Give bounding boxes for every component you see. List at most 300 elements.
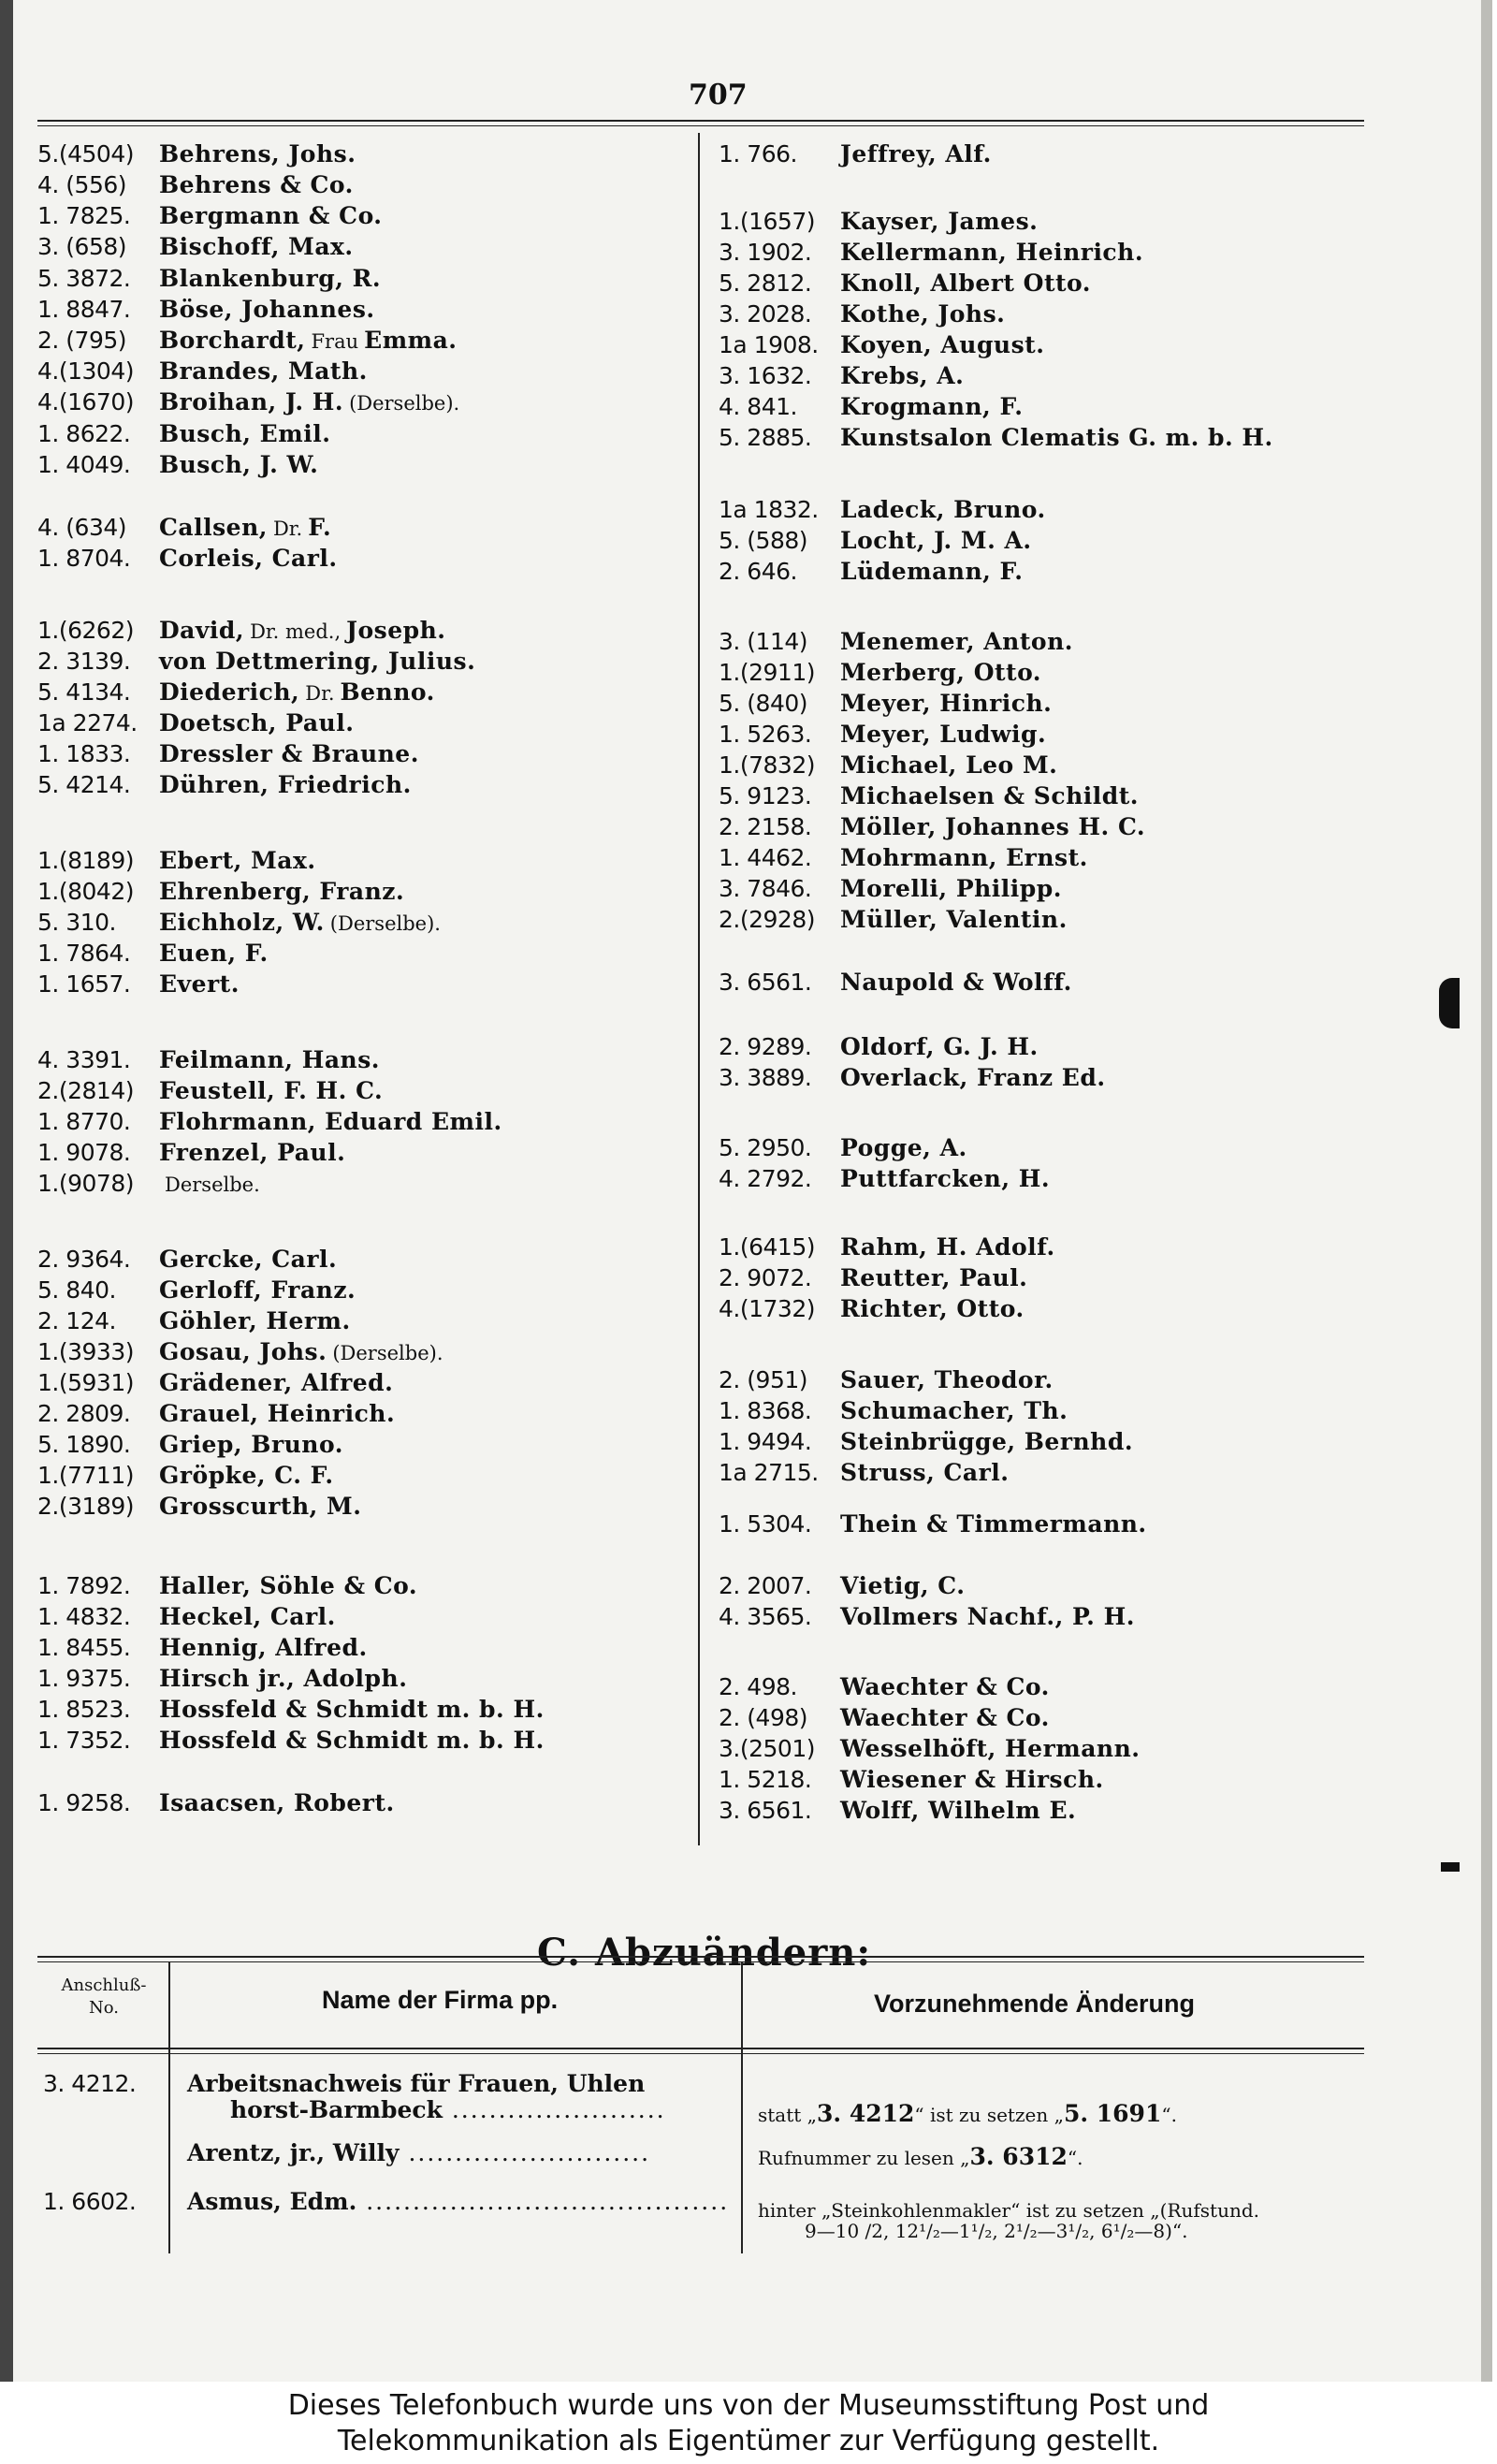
right-column-entry [719, 1165, 1050, 1195]
subscriber-name: Busch, Emil. [159, 420, 331, 447]
phone-number: 3. 3889. [719, 1064, 812, 1091]
phone-number: 1. 5218. [719, 1766, 812, 1793]
subscriber-name: Flohrmann, Eduard Emil. [159, 1108, 502, 1135]
subscriber-name: Bergmann & Co. [159, 202, 383, 229]
right-column-entry [719, 1603, 1135, 1633]
change-row-1-pre: statt „ [758, 2104, 818, 2126]
right-column-entry [719, 1572, 965, 1602]
change-row-1-name-line1: Arbeitsnachweis für Frauen, Uhlen [187, 2070, 646, 2097]
phone-number: 1a 2274. [37, 709, 138, 736]
right-column-entry [719, 969, 1072, 999]
left-column-entry [37, 451, 318, 481]
right-column-entry [719, 527, 1032, 557]
left-column-entry [37, 617, 446, 647]
subscriber-name: Overlack, Franz Ed. [840, 1064, 1106, 1091]
right-column-entry [719, 1033, 1039, 1063]
phone-number: 1.(8189) [37, 847, 134, 874]
phone-number: 2. 9364. [37, 1246, 131, 1273]
change-row-1-name-line2 [230, 2096, 666, 2123]
subscriber-name: Haller, Söhle & Co. [159, 1572, 418, 1599]
phone-number: 2. 9072. [719, 1264, 812, 1291]
page-number: 707 [689, 79, 748, 111]
subscriber-name: Borchardt, [159, 327, 306, 354]
phone-number: 2. 9289. [719, 1033, 812, 1060]
left-column-entry [37, 202, 383, 232]
leader-dots: .......................... [399, 2139, 651, 2166]
subscriber-name: Gröpke, C. F. [159, 1462, 334, 1489]
left-column-entry [37, 1462, 334, 1492]
phone-number: 3.(2501) [719, 1735, 815, 1762]
left-column-entry [37, 909, 441, 939]
phone-number: 3. 2028. [719, 300, 812, 328]
phone-number: 2.(3189) [37, 1493, 134, 1520]
subscriber-name: Gosau, Johs. [159, 1338, 327, 1365]
subscriber-name: Ladeck, Bruno. [840, 496, 1046, 523]
subscriber-name: Schumacher, Th. [840, 1397, 1068, 1424]
table-top-rule [37, 1956, 1364, 1958]
subscriber-name: Griep, Bruno. [159, 1431, 343, 1458]
change-row-3-name [187, 2188, 729, 2215]
subscriber-name: Hennig, Alfred. [159, 1634, 368, 1661]
left-column-entry [37, 1369, 393, 1399]
subscriber-name: Richter, Otto. [840, 1295, 1025, 1322]
right-column-entry [719, 239, 1143, 269]
header-anschluss-line2: No. [89, 1998, 119, 2018]
phone-number: 1. 7864. [37, 940, 131, 967]
phone-number: 1.(6415) [719, 1233, 815, 1261]
left-column-entry [37, 171, 354, 201]
subscriber-name: Heckel, Carl. [159, 1603, 336, 1630]
change-row-1-new: 5. 1691 [1063, 2100, 1162, 2127]
subscriber-name: von Dettmering, Julius. [159, 648, 476, 675]
right-column-entry [719, 751, 1057, 781]
left-column-entry [37, 1634, 368, 1664]
subscriber-name: Corleis, Carl. [159, 545, 338, 572]
phone-number: 5. (588) [719, 527, 808, 554]
phone-number: 2.(2928) [719, 906, 815, 933]
right-column-entry [719, 1510, 1147, 1540]
left-column-entry [37, 1046, 380, 1076]
header-firma: Name der Firma pp. [322, 1986, 559, 2014]
top-rule-thin [37, 125, 1364, 126]
phone-number: 4. (634) [37, 514, 127, 541]
subscriber-name: Waechter & Co. [840, 1704, 1050, 1731]
left-column-entry [37, 1338, 443, 1368]
phone-number: 1. 1657. [37, 970, 131, 998]
left-column-entry [37, 296, 375, 326]
subscriber-name: Grauel, Heinrich. [159, 1400, 396, 1427]
subscriber-name: Koyen, August. [840, 331, 1045, 358]
table-top-rule-thin [37, 1961, 1364, 1962]
left-column-entry [37, 1077, 383, 1107]
phone-number: 1a 2715. [719, 1459, 819, 1486]
subscriber-name: Struss, Carl. [840, 1459, 1010, 1486]
change-row-3-name-text: Asmus, Edm. [187, 2188, 357, 2215]
subscriber-name: Waechter & Co. [840, 1673, 1050, 1700]
right-column-entry [719, 270, 1091, 299]
table-header-rule-thin [37, 2053, 1364, 2054]
phone-number: 1.(8042) [37, 878, 134, 905]
right-column-entry [719, 1264, 1027, 1294]
change-row-2-name [187, 2139, 650, 2166]
right-column-entry [719, 424, 1273, 454]
subscriber-title: Dr. [272, 518, 303, 540]
phone-number: 1. 8770. [37, 1108, 131, 1135]
subscriber-name: Eichholz, W. [159, 909, 325, 936]
phone-number: 4. (556) [37, 171, 127, 198]
change-row-1-change [758, 2100, 1177, 2127]
phone-number: 3. 6561. [719, 969, 812, 996]
phone-number: 5. 2812. [719, 270, 812, 297]
right-column-entry [719, 813, 1145, 843]
phone-number: 5. 2950. [719, 1134, 812, 1161]
right-column-entry [719, 558, 1024, 588]
subscriber-name: Gerloff, Franz. [159, 1276, 356, 1304]
left-column-entry [37, 1665, 407, 1695]
phone-number: 2.(2814) [37, 1077, 134, 1104]
left-column-entry [37, 388, 459, 418]
subscriber-name: Morelli, Philipp. [840, 875, 1062, 902]
subscriber-name: Puttfarcken, H. [840, 1165, 1051, 1192]
change-row-1-mid: “ ist zu setzen „ [914, 2104, 1064, 2126]
phone-number: 1. 7352. [37, 1727, 131, 1754]
phone-number: 4. 841. [719, 393, 797, 420]
subscriber-name-cont: Joseph. [346, 617, 446, 644]
subscriber-name: Feilmann, Hans. [159, 1046, 380, 1073]
phone-number: 4. 2792. [719, 1165, 812, 1192]
right-column-entry [719, 1735, 1140, 1765]
change-row-3-num: 1. 6602. [43, 2188, 137, 2215]
subscriber-name: Naupold & Wolff. [840, 969, 1072, 996]
phone-number: 1. 9494. [719, 1428, 812, 1455]
subscriber-name: Rahm, H. Adolf. [840, 1233, 1055, 1261]
left-column-entry [37, 420, 330, 450]
left-column-entry [37, 847, 316, 877]
phone-number: 2. 124. [37, 1307, 116, 1334]
subscriber-name: Steinbrügge, Bernhd. [840, 1428, 1134, 1455]
subscriber-name: Ehrenberg, Franz. [159, 878, 405, 905]
change-row-1-name-line2-text: horst-Barmbeck [230, 2096, 443, 2123]
subscriber-name-cont: F. [308, 514, 332, 541]
left-column-entry [37, 1696, 545, 1726]
left-column-entry [37, 1170, 260, 1200]
change-row-2-old: 3. 6312 [969, 2143, 1068, 2170]
subscriber-name: Euen, F. [159, 940, 269, 967]
left-column-entry [37, 1727, 545, 1757]
phone-number: 2. (951) [719, 1366, 808, 1393]
left-column-entry [37, 648, 475, 678]
right-column-entry [719, 690, 1052, 720]
subscriber-note: (Derselbe). [349, 392, 460, 415]
phone-number: 1. 5304. [719, 1510, 812, 1538]
subscriber-name: Wiesener & Hirsch. [840, 1766, 1104, 1793]
subscriber-name: Diederich, [159, 678, 300, 706]
phone-number: 2. 2809. [37, 1400, 131, 1427]
phone-number: 1. 8622. [37, 420, 131, 447]
subscriber-name: Doetsch, Paul. [159, 709, 355, 736]
subscriber-name: Göhler, Herm. [159, 1307, 351, 1334]
phone-number: 1.(6262) [37, 617, 134, 644]
right-column-entry [719, 1797, 1076, 1827]
subscriber-name: Hossfeld & Schmidt m. b. H. [159, 1727, 545, 1754]
right-column-entry [719, 659, 1041, 689]
phone-number: 3. (658) [37, 233, 127, 260]
subscriber-name: Blankenburg, R. [159, 265, 382, 292]
subscriber-title: Dr. med., [250, 620, 342, 643]
right-column-entry [719, 1397, 1068, 1427]
edge-mark [1439, 978, 1460, 1028]
phone-number: 1. 8368. [719, 1397, 812, 1424]
subscriber-name: Böse, Johannes. [159, 296, 375, 323]
right-column-entry [719, 1295, 1025, 1325]
phone-number: 2. (498) [719, 1704, 808, 1731]
phone-number: 1. 8523. [37, 1696, 131, 1723]
table-divider-2 [741, 1961, 743, 2253]
subscriber-name: Behrens & Co. [159, 171, 354, 198]
subscriber-name: Behrens, Johs. [159, 140, 356, 168]
right-column-entry [719, 782, 1139, 812]
subscriber-name: Gercke, Carl. [159, 1246, 338, 1273]
subscriber-note: Derselbe. [165, 1174, 260, 1196]
phone-number: 1.(3933) [37, 1338, 134, 1365]
phone-number: 2. 3139. [37, 648, 131, 675]
left-column-entry [37, 970, 240, 1000]
subscriber-name: Reutter, Paul. [840, 1264, 1028, 1291]
phone-number: 4.(1732) [719, 1295, 815, 1322]
subscriber-name: Grosscurth, M. [159, 1493, 362, 1520]
subscriber-name: Isaacsen, Robert. [159, 1789, 395, 1816]
subscriber-name: Bischoff, Max. [159, 233, 354, 260]
left-column-entry [37, 514, 331, 544]
subscriber-name: Dressler & Braune. [159, 740, 419, 767]
change-row-2-name-text: Arentz, jr., Willy [187, 2139, 400, 2166]
phone-number: 5. 4134. [37, 678, 131, 706]
left-column-entry [37, 1572, 417, 1602]
phone-number: 3. 7846. [719, 875, 812, 902]
left-column-entry [37, 1108, 502, 1138]
left-column-entry [37, 1139, 345, 1169]
subscriber-name: Michael, Leo M. [840, 751, 1058, 779]
left-column-entry [37, 1603, 336, 1633]
left-column-entry [37, 357, 368, 387]
subscriber-name: Brandes, Math. [159, 357, 368, 385]
left-column-entry [37, 771, 412, 801]
subscriber-name: Wolff, Wilhelm E. [840, 1797, 1077, 1824]
phone-number: 1.(7832) [719, 751, 815, 779]
subscriber-name: Feustell, F. H. C. [159, 1077, 384, 1104]
subscriber-name: Thein & Timmermann. [840, 1510, 1147, 1538]
phone-number: 1. 8455. [37, 1634, 131, 1661]
subscriber-name: Busch, J. W. [159, 451, 319, 478]
phone-number: 5. 3872. [37, 265, 131, 292]
phone-number: 1. 9375. [37, 1665, 131, 1692]
subscriber-name: Hirsch jr., Adolph. [159, 1665, 408, 1692]
phone-number: 4.(1304) [37, 357, 134, 385]
subscriber-name: Meyer, Ludwig. [840, 721, 1047, 748]
right-column-entry [719, 1064, 1106, 1094]
change-row-3-change-line2: 9—10 /2, 12¹/₂—1¹/₂, 2¹/₂—3¹/₂, 6¹/₂—8)“. [805, 2220, 1188, 2242]
phone-number: 2. 498. [719, 1673, 797, 1700]
change-row-3-change-line1: hinter „Steinkohlenmakler“ ist zu setzen „(Rufstund. [758, 2199, 1260, 2222]
left-column-entry [37, 233, 354, 263]
phone-number: 2. 2158. [719, 813, 812, 840]
right-column-entry [719, 1134, 967, 1164]
subscriber-name: Wesselhöft, Hermann. [840, 1735, 1141, 1762]
phone-number: 1. 9258. [37, 1789, 131, 1816]
subscriber-note: (Derselbe). [329, 912, 441, 935]
phone-number: 1. 4462. [719, 844, 812, 871]
phone-number: 1.(1657) [719, 208, 815, 235]
subscriber-name: Krogmann, F. [840, 393, 1024, 420]
phone-number: 5. 1890. [37, 1431, 131, 1458]
phone-number: 5. (840) [719, 690, 808, 717]
left-column-entry [37, 678, 435, 708]
phone-number: 5.(4504) [37, 140, 134, 168]
left-column-entry [37, 1246, 337, 1276]
subscriber-name: Menemer, Anton. [840, 628, 1073, 655]
footer-line-1: Dieses Telefonbuch wurde uns von der Museumsstiftung Post und [287, 2389, 1210, 2422]
section-title: C. Abzuändern: [537, 1931, 872, 1975]
subscriber-name: David, [159, 617, 245, 644]
subscriber-name: Ebert, Max. [159, 847, 316, 874]
right-column-entry [719, 1766, 1104, 1796]
phone-number: 5. 4214. [37, 771, 131, 798]
column-divider [698, 133, 700, 1845]
phone-number: 3. 1632. [719, 362, 812, 389]
subscriber-name: Dühren, Friedrich. [159, 771, 412, 798]
header-aenderung: Vorzunehmende Änderung [874, 1990, 1196, 2018]
change-row-1-post: “. [1161, 2104, 1177, 2126]
phone-number: 2. 2007. [719, 1572, 812, 1599]
subscriber-name: Krebs, A. [840, 362, 965, 389]
subscriber-name: Michaelsen & Schildt. [840, 782, 1139, 809]
table-divider-1 [168, 1961, 170, 2253]
phone-number: 4. 3391. [37, 1046, 131, 1073]
subscriber-name: Broihan, J. H. [159, 388, 344, 416]
subscriber-name: Vollmers Nachf., P. H. [840, 1603, 1135, 1630]
subscriber-name: Frenzel, Paul. [159, 1139, 346, 1166]
header-anschluss [43, 1975, 165, 2019]
subscriber-name: Möller, Johannes H. C. [840, 813, 1146, 840]
subscriber-name: Merberg, Otto. [840, 659, 1042, 686]
subscriber-name: Grädener, Alfred. [159, 1369, 394, 1396]
right-column-entry [719, 208, 1038, 238]
right-column-entry [719, 1704, 1050, 1734]
subscriber-name: Evert. [159, 970, 240, 998]
subscriber-name: Callsen, [159, 514, 268, 541]
right-column-entry [719, 496, 1046, 526]
right-column-entry [719, 140, 992, 170]
subscriber-name: Mohrmann, Ernst. [840, 844, 1088, 871]
leader-dots: ....................................... [356, 2188, 730, 2215]
phone-number: 1a 1908. [719, 331, 819, 358]
subscriber-name: Hossfeld & Schmidt m. b. H. [159, 1696, 545, 1723]
phone-number: 5. 310. [37, 909, 116, 936]
phone-number: 2. 646. [719, 558, 797, 585]
left-column-entry [37, 1400, 395, 1430]
phone-number: 1. 8704. [37, 545, 131, 572]
left-column-entry [37, 940, 269, 970]
subscriber-name: Pogge, A. [840, 1134, 967, 1161]
right-column-entry [719, 331, 1044, 361]
right-column-entry [719, 300, 1005, 330]
subscriber-title: Dr. [305, 682, 335, 705]
phone-number: 1.(7711) [37, 1462, 134, 1489]
subscriber-name: Vietig, C. [840, 1572, 966, 1599]
subscriber-name: Kellermann, Heinrich. [840, 239, 1144, 266]
table-header-rule [37, 2048, 1364, 2049]
leader-dots: ....................... [442, 2096, 666, 2123]
phone-number: 5. 9123. [719, 782, 812, 809]
change-row-1-num: 3. 4212. [43, 2070, 137, 2097]
phone-number: 4.(1670) [37, 388, 134, 416]
left-column-entry [37, 709, 354, 739]
subscriber-name-cont: Benno. [340, 678, 435, 706]
subscriber-name: Locht, J. M. A. [840, 527, 1032, 554]
subscriber-name: Müller, Valentin. [840, 906, 1068, 933]
phone-number: 1. 8847. [37, 296, 131, 323]
left-column-entry [37, 878, 404, 908]
phone-number: 1. 4049. [37, 451, 131, 478]
phone-number: 1.(9078) [37, 1170, 134, 1197]
right-column-entry [719, 393, 1023, 423]
phone-number: 4. 3565. [719, 1603, 812, 1630]
right-column-entry [719, 875, 1062, 905]
edge-mark [1441, 1862, 1460, 1872]
left-column-entry [37, 545, 338, 575]
phone-number: 2. (795) [37, 327, 127, 354]
phone-number: 1a 1832. [719, 496, 819, 523]
phone-number: 1. 4832. [37, 1603, 131, 1630]
change-row-2-mid: “. [1067, 2147, 1083, 2169]
right-column-entry [719, 1428, 1133, 1458]
left-column-entry [37, 327, 458, 357]
phone-number: 3. (114) [719, 628, 808, 655]
right-column-entry [719, 906, 1068, 936]
left-column-entry [37, 1431, 343, 1461]
left-column-entry [37, 1493, 361, 1523]
phone-number: 1. 5263. [719, 721, 812, 748]
right-column-entry [719, 844, 1088, 874]
subscriber-name: Lüdemann, F. [840, 558, 1024, 585]
header-anschluss-line1: Anschluß- [61, 1976, 147, 1995]
right-column-entry [719, 721, 1046, 751]
left-column-entry [37, 1276, 356, 1306]
phone-number: 5. 840. [37, 1276, 116, 1304]
footer [0, 2382, 1497, 2464]
left-column-entry [37, 140, 356, 170]
top-rule [37, 120, 1364, 122]
change-row-2-pre: Rufnummer zu lesen „ [758, 2147, 970, 2169]
subscriber-name: Kunstsalon Clematis G. m. b. H. [840, 424, 1273, 451]
phone-number: 1. 9078. [37, 1139, 131, 1166]
subscriber-title: Frau [311, 330, 359, 353]
change-row-2-change [758, 2143, 1083, 2170]
right-column-entry [719, 1366, 1054, 1396]
subscriber-name: Jeffrey, Alf. [840, 140, 992, 168]
right-column-entry [719, 362, 964, 392]
left-column-entry [37, 1789, 395, 1819]
left-column-entry [37, 740, 419, 770]
change-row-1-old: 3. 4212 [817, 2100, 915, 2127]
subscriber-note: (Derselbe). [332, 1342, 443, 1364]
phone-number: 1. 7825. [37, 202, 131, 229]
right-column-entry [719, 628, 1073, 658]
subscriber-name: Knoll, Albert Otto. [840, 270, 1091, 297]
phone-number: 1.(2911) [719, 659, 815, 686]
left-column-entry [37, 1307, 351, 1337]
subscriber-name: Meyer, Hinrich. [840, 690, 1053, 717]
